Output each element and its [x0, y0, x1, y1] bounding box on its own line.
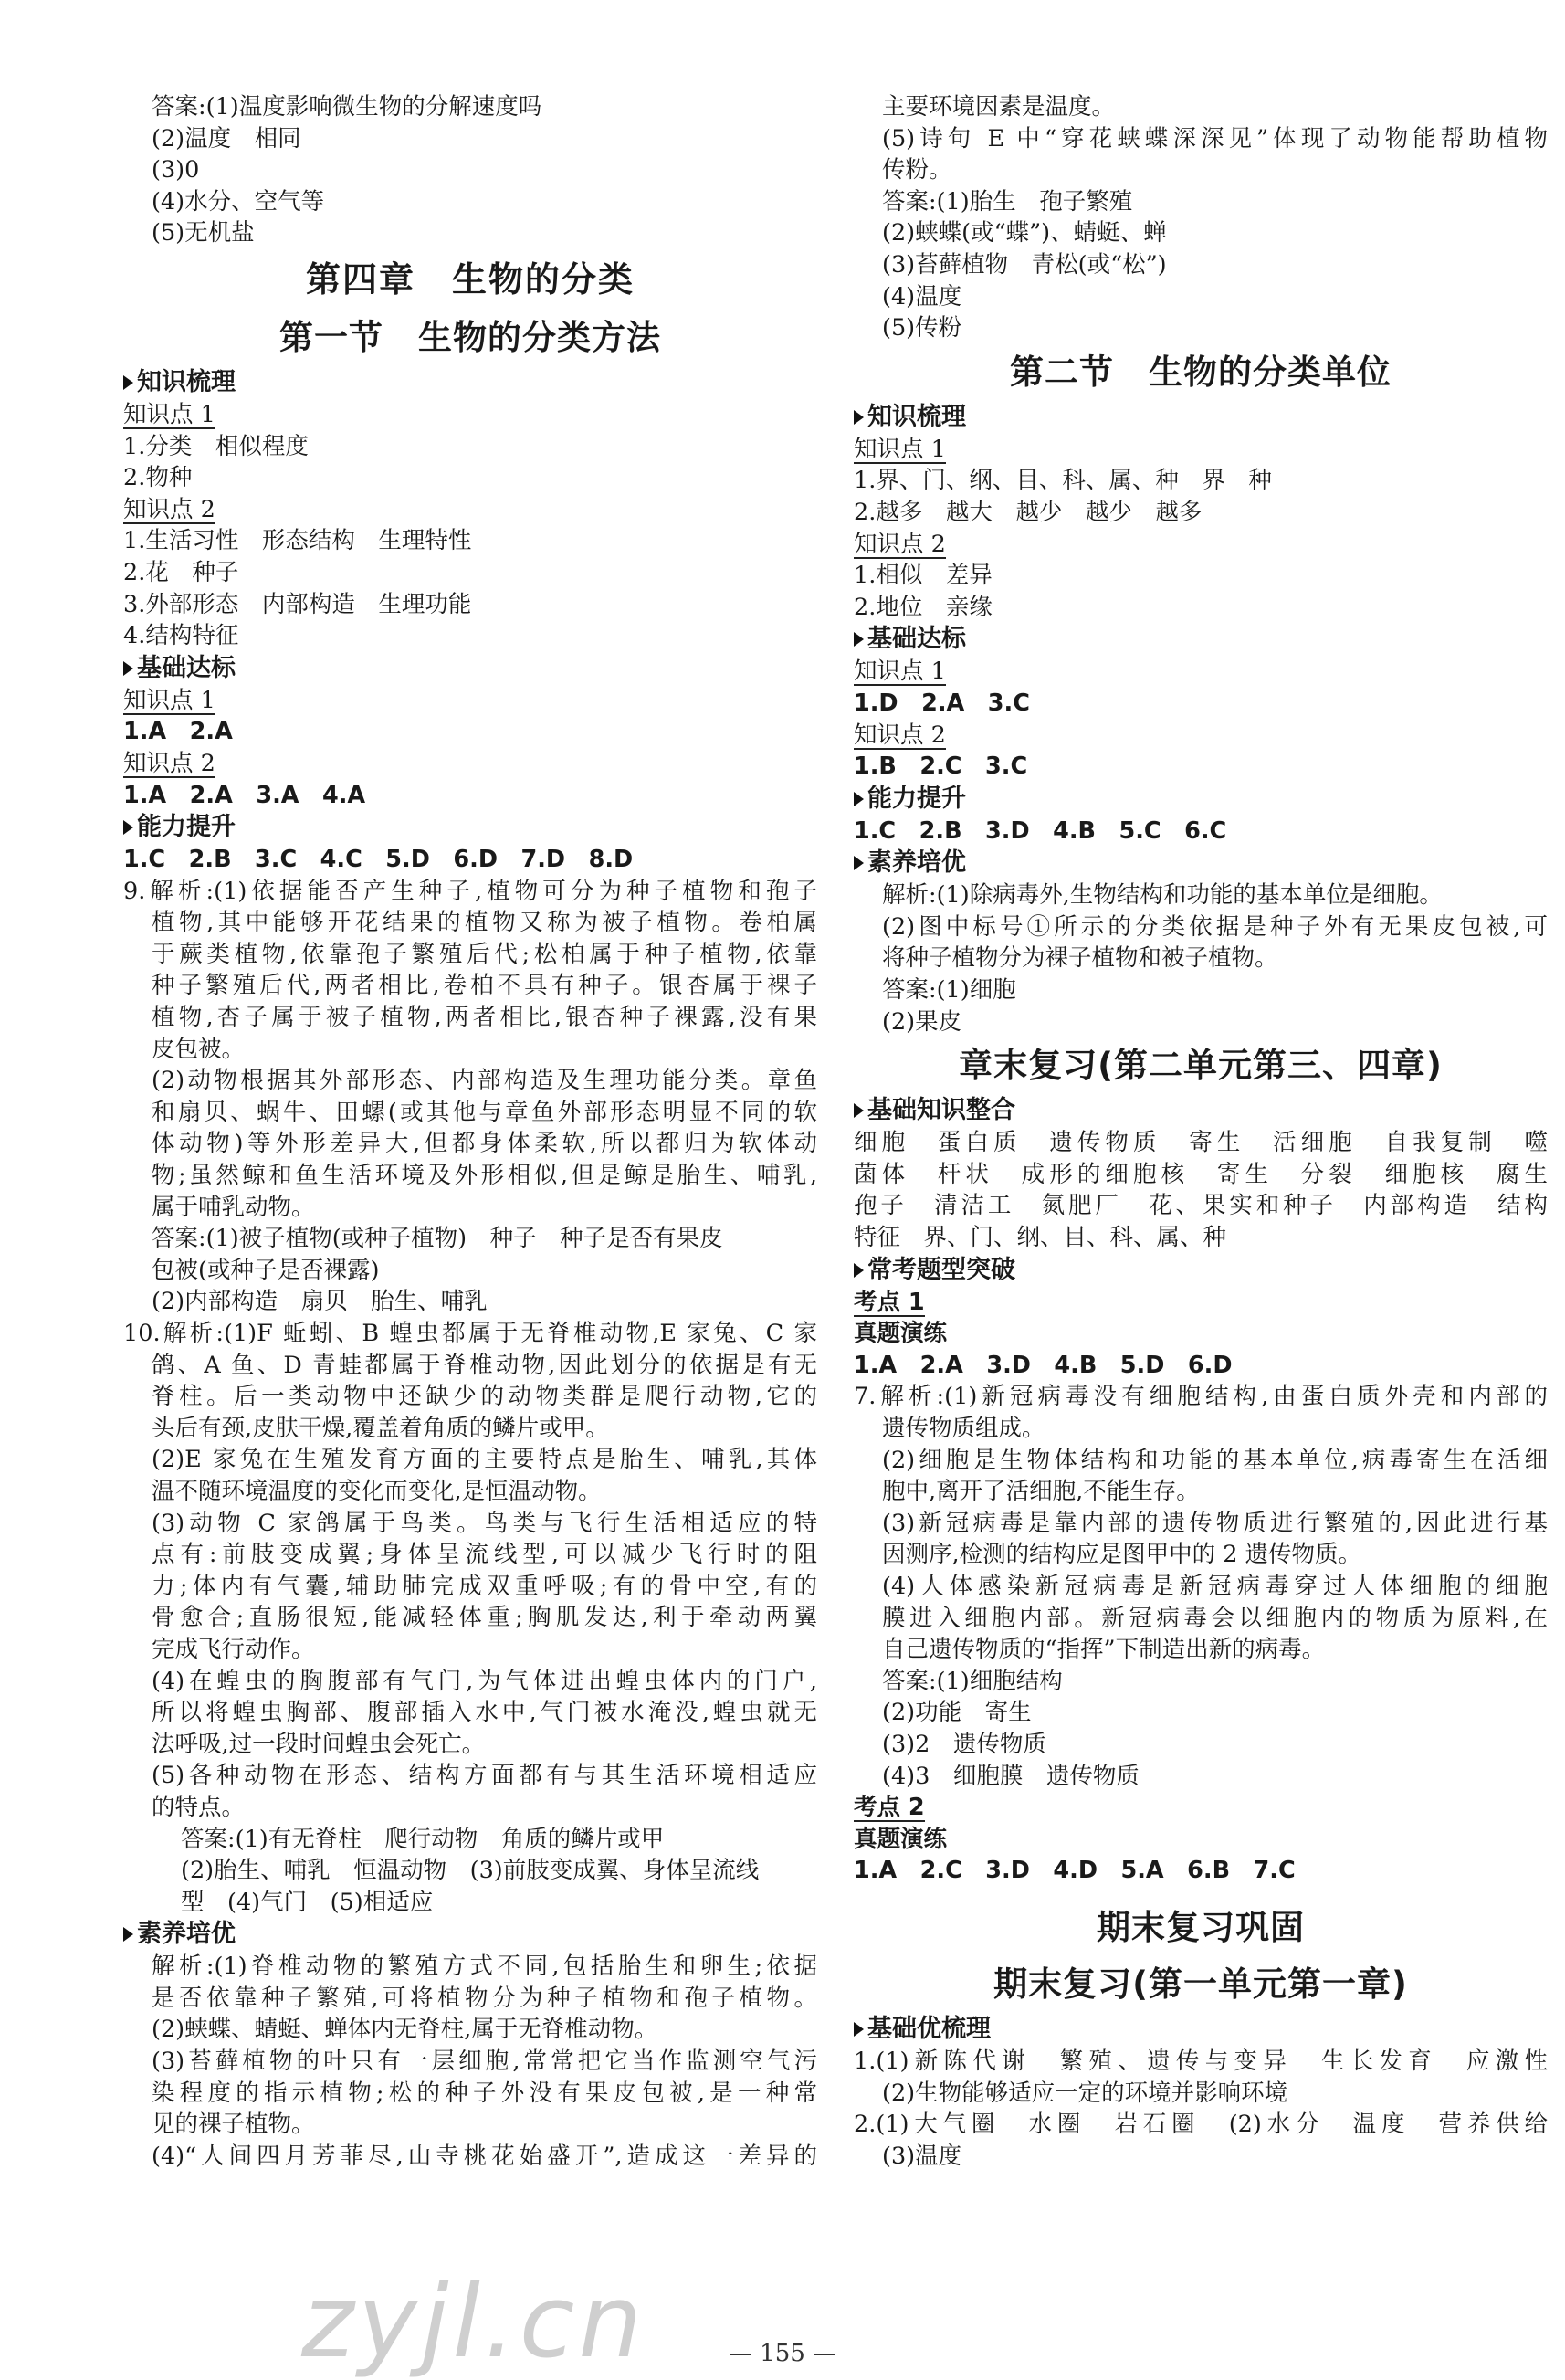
text-line: (2)细胞是生物体结构和功能的基本单位,病毒寄生在活细	[882, 1446, 1548, 1474]
text-line: 2.(1)大气圈 水圈 岩石圈 (2)水分 温度 营养供给	[854, 2111, 1548, 2139]
text-line: 2.地位 亲缘	[854, 593, 993, 621]
right-column	[854, 91, 1548, 2172]
section-heading: 基础达标	[854, 623, 1548, 656]
text-line: (2)E 家兔在生殖发育方面的主要特点是胎生、哺乳,其体	[152, 1446, 817, 1474]
section-heading: 素养培优	[123, 1918, 817, 1951]
text-line: 7.解析:(1)新冠病毒没有细胞结构,由蛋白质外壳和内部的	[854, 1383, 1548, 1411]
text-line: 完成飞行动作。	[152, 1635, 315, 1663]
triangle-bullet-icon	[854, 632, 864, 647]
text-line: 鸽、A 鱼、D 青蛙都属于脊椎动物,因此划分的依据是有无	[152, 1351, 817, 1379]
text-line: 植物,杏子属于被子植物,两者相比,银杏种子裸露,没有果	[152, 1004, 817, 1032]
text-line: 答案:(1)细胞结构	[882, 1667, 1063, 1695]
text-line: (2)胎生、哺乳 恒温动物 (3)前肢变成翼、身体呈流线	[181, 1857, 760, 1885]
text-line: (2)内部构造 扇贝 胎生、哺乳	[152, 1288, 488, 1316]
text-line	[123, 399, 817, 431]
text-line: 将种子植物分为裸子植物和被子植物。	[882, 944, 1278, 973]
exam-point-label: 考点 1	[854, 1288, 925, 1316]
text-line: (3)苔藓植物 青松(或“松”)	[882, 250, 1167, 279]
text-line: 1.相似 差异	[854, 562, 993, 590]
text-line: 2.越多 越大 越少 越少 越多	[854, 498, 1203, 526]
knowledge-point-label: 知识点 2	[854, 530, 946, 558]
text-line: (2)功能 寄生	[882, 1699, 1032, 1727]
watermark: zyjl.cn	[301, 2263, 646, 2380]
text-line: 型 (4)气门 (5)相适应	[181, 1888, 434, 1916]
knowledge-point-label: 知识点 1	[854, 658, 946, 686]
text-line: 力;体内有气囊,辅助肺完成双重呼吸;有的骨中空,有的	[152, 1572, 817, 1600]
text-line	[854, 529, 1548, 561]
text-line: 1.生活习性 形态结构 生理特性	[123, 527, 472, 555]
section-heading: 能力提升	[123, 811, 817, 844]
section-heading: 基础知识整合	[854, 1094, 1548, 1127]
text-line	[854, 1287, 1548, 1319]
triangle-bullet-icon	[123, 1927, 133, 1942]
triangle-bullet-icon	[123, 375, 133, 390]
text-line: 自己遗传物质的“指挥”下制造出新的病毒。	[882, 1636, 1326, 1664]
section-title: 期末复习(第一单元第一章)	[993, 1964, 1408, 2004]
section-heading: 知识梳理	[854, 401, 1548, 434]
text-line: (5)诗句 E 中“穿花蛱蝶深深见”体现了动物能帮助植物	[882, 124, 1548, 153]
triangle-bullet-icon	[123, 820, 133, 835]
knowledge-point-label: 知识点 1	[854, 435, 946, 463]
text-line: 点有:前肢变成翼;身体呈流线型,可以减少飞行时的阻	[152, 1541, 817, 1569]
text-line: (5)各种动物在形态、结构方面都有与其生活环境相适应	[152, 1762, 817, 1790]
text-line: (4)在蝗虫的胸腹部有气门,为气体进出蝗虫体内的门户,	[152, 1667, 817, 1695]
text-line: 解析:(1)除病毒外,生物结构和功能的基本单位是细胞。	[882, 881, 1443, 910]
text-line: 真题演练	[854, 1825, 948, 1853]
text-line: (2)动物根据其外部形态、内部构造及生理功能分类。章鱼	[152, 1067, 817, 1095]
knowledge-point-label: 知识点 1	[123, 686, 215, 714]
knowledge-point-label: 知识点 2	[123, 749, 215, 777]
text-line: (4)人体感染新冠病毒是新冠病毒穿过人体细胞的细胞	[882, 1572, 1548, 1600]
text-line: 见的裸子植物。	[152, 2111, 315, 2139]
text-line: 2.物种	[123, 464, 193, 492]
text-line: 皮包被。	[152, 1035, 246, 1063]
text-line: 的特点。	[152, 1793, 246, 1821]
text-line: 于蕨类植物,依靠孢子繁殖后代;松柏属于种子植物,依靠	[152, 940, 817, 968]
text-line: (3)0	[152, 156, 200, 184]
text-line: 9.解析:(1)依据能否产生种子,植物可分为种子植物和孢子	[123, 877, 817, 905]
text-line: 骨愈合;直肠很短,能减轻体重;胸肌发达,利于牵动两翼	[152, 1604, 817, 1632]
text-line: 种子繁殖后代,两者相比,卷柏不具有种子。银杏属于裸子	[152, 972, 817, 1000]
text-line: 是否依靠种子繁殖,可将植物分为种子植物和孢子植物。	[152, 1984, 817, 2012]
text-line: 和扇贝、蜗牛、田螺(或其他与章鱼外部形态明显不同的软	[152, 1098, 817, 1126]
text-line: 植物,其中能够开花结果的植物又称为被子植物。卷柏属	[152, 909, 817, 937]
page-number: — 155 —	[728, 2340, 837, 2367]
text-line: (3)动物 C 家鸽属于鸟类。鸟类与飞行生活相适应的特	[152, 1509, 817, 1537]
triangle-bullet-icon	[854, 792, 864, 806]
text-line: 孢子 清洁工 氮肥厂 花、果实和种子 内部构造 结构	[854, 1192, 1548, 1220]
text-line: 遗传物质组成。	[882, 1415, 1045, 1442]
triangle-bullet-icon	[854, 410, 864, 425]
review-title: 期末复习巩固	[1097, 1907, 1305, 1947]
text-line: 菌体 杆状 成形的细胞核 寄生 分裂 细胞核 腐生	[854, 1160, 1548, 1188]
text-line: 1.A 2.A 3.D 4.B 5.D 6.D	[854, 1351, 1233, 1379]
text-line	[854, 1792, 1548, 1824]
section-heading: 知识梳理	[123, 366, 817, 399]
text-line: 1.A 2.A 3.A 4.A	[123, 781, 366, 809]
section-heading: 基础达标	[123, 652, 817, 685]
text-line: 4.结构特征	[123, 622, 239, 650]
text-line: 解析:(1)脊椎动物的繁殖方式不同,包括胎生和卵生;依据	[152, 1953, 817, 1981]
text-line: (3)苔藓植物的叶只有一层细胞,常常把它当作监测空气污	[152, 2048, 817, 2076]
text-line: (5)传粉	[882, 314, 962, 342]
text-line: 体动物)等外形差异大,但都身体柔软,所以都归为软体动	[152, 1130, 817, 1158]
exam-point-label: 考点 2	[854, 1794, 925, 1822]
section-title: 第一节 生物的分类方法	[279, 317, 661, 357]
text-line: 因测序,检测的结构应是图甲中的 2 遗传物质。	[882, 1541, 1362, 1569]
text-line: (2)蛱蝶(或“蝶”)、蜻蜓、蝉	[882, 219, 1167, 247]
text-line: (4)3 细胞膜 遗传物质	[882, 1762, 1140, 1790]
text-line: 1.分类 相似程度	[123, 432, 309, 460]
text-line: 答案:(1)胎生 孢子繁殖	[882, 187, 1133, 216]
section-title: 第二节 生物的分类单位	[1010, 352, 1392, 392]
text-line	[854, 434, 1548, 466]
text-line: 1.D 2.A 3.C	[854, 689, 1030, 717]
text-line: 法呼吸,过一段时间蝗虫会死亡。	[152, 1730, 486, 1758]
text-line: 答案:(1)被子植物(或种子植物) 种子 种子是否有果皮	[152, 1225, 723, 1253]
text-line	[123, 494, 817, 526]
text-line: 2.花 种子	[123, 558, 239, 586]
text-line: 1.C 2.B 3.C 4.C 5.D 6.D 7.D 8.D	[123, 846, 634, 874]
text-line: 染程度的指示植物;松的种子外没有果皮包被,是一种常	[152, 2079, 817, 2107]
text-line: 主要环境因素是温度。	[882, 93, 1116, 121]
text-line	[123, 748, 817, 780]
text-line: 3.外部形态 内部构造 生理功能	[123, 590, 472, 618]
text-line: 头后有颈,皮肤干燥,覆盖着角质的鳞片或甲。	[152, 1414, 609, 1442]
text-line	[854, 656, 1548, 688]
text-line: 传粉。	[882, 156, 952, 184]
text-line: (4)水分、空气等	[152, 187, 325, 216]
text-line: 1.A 2.A	[123, 718, 233, 746]
section-heading: 基础优梳理	[854, 2013, 1548, 2046]
knowledge-point-label: 知识点 1	[123, 400, 215, 428]
text-line	[123, 685, 817, 717]
text-line: 答案:(1)细胞	[882, 976, 1016, 1005]
text-line: 物;虽然鲸和鱼生活环境及外形相似,但是鲸是胎生、哺乳,	[152, 1162, 817, 1190]
section-heading: 常考题型突破	[854, 1254, 1548, 1287]
section-heading: 素养培优	[854, 847, 1548, 879]
text-line: 脊柱。后一类动物中还缺少的动物类群是爬行动物,它的	[152, 1383, 817, 1411]
text-line	[854, 720, 1548, 752]
text-line: (3)2 遗传物质	[882, 1730, 1046, 1758]
text-line: 1.A 2.C 3.D 4.D 5.A 6.B 7.C	[854, 1857, 1296, 1885]
text-line: (4)“人间四月芳菲尽,山寺桃花始盛开”,造成这一差异的	[152, 2142, 817, 2170]
text-line: 1.界、门、纲、目、科、属、种 界 种	[854, 467, 1272, 495]
left-column	[123, 91, 817, 2172]
knowledge-point-label: 知识点 2	[854, 721, 946, 749]
triangle-bullet-icon	[854, 856, 864, 870]
text-line: (2)生物能够适应一定的环境并影响环境	[882, 2079, 1288, 2107]
section-title: 章末复习(第二单元第三、四章)	[959, 1046, 1443, 1086]
text-line: (4)温度	[882, 282, 962, 311]
triangle-bullet-icon	[854, 1103, 864, 1118]
text-line: (3)温度	[882, 2142, 962, 2170]
text-line: 属于哺乳动物。	[152, 1193, 315, 1221]
triangle-bullet-icon	[854, 1263, 864, 1278]
triangle-bullet-icon	[123, 661, 133, 676]
text-line: (2)果皮	[882, 1007, 962, 1036]
text-line: 答案:(1)有无脊柱 爬行动物 角质的鳞片或甲	[181, 1825, 665, 1853]
text-line: 膜进入细胞内部。新冠病毒会以细胞内的物质为原料,在	[882, 1604, 1548, 1632]
text-line: 包被(或种子是否裸露)	[152, 1256, 380, 1284]
text-line: 1.B 2.C 3.C	[854, 753, 1028, 781]
text-line: (2)蛱蝶、蜻蜓、蝉体内无脊柱,属于无脊椎动物。	[152, 2016, 658, 2044]
text-line: 真题演练	[854, 1320, 948, 1348]
text-line: (2)图中标号①所示的分类依据是种子外有无果皮包被,可	[882, 912, 1548, 941]
text-line: 特征 界、门、纲、目、科、属、种	[854, 1224, 1227, 1252]
text-line: 细胞 蛋白质 遗传物质 寄生 活细胞 自我复制 噬	[854, 1129, 1548, 1157]
text-line: 1.(1)新陈代谢 繁殖、遗传与变异 生长发育 应激性	[854, 2047, 1548, 2075]
text-line: 温不随环境温度的变化而变化,是恒温动物。	[152, 1477, 602, 1505]
text-line: 所以将蝗虫胸部、腹部插入水中,气门被水淹没,蝗虫就无	[152, 1699, 817, 1727]
text-line: 1.C 2.B 3.D 4.B 5.C 6.C	[854, 816, 1227, 845]
section-heading: 能力提升	[854, 783, 1548, 816]
triangle-bullet-icon	[854, 2022, 864, 2037]
text-line: 答案:(1)温度影响微生物的分解速度吗	[152, 93, 542, 121]
text-line: (3)新冠病毒是靠内部的遗传物质进行繁殖的,因此进行基	[882, 1509, 1548, 1537]
text-line: (2)温度 相同	[152, 124, 301, 153]
text-line: (5)无机盐	[152, 219, 255, 247]
chapter-title: 第四章 生物的分类	[305, 258, 635, 300]
text-line: 10.解析:(1)F 蚯蚓、B 蝗虫都属于无脊椎动物,E 家兔、C 家	[123, 1320, 817, 1347]
knowledge-point-label: 知识点 2	[123, 495, 215, 523]
text-line: 胞中,离开了活细胞,不能生存。	[882, 1478, 1200, 1506]
